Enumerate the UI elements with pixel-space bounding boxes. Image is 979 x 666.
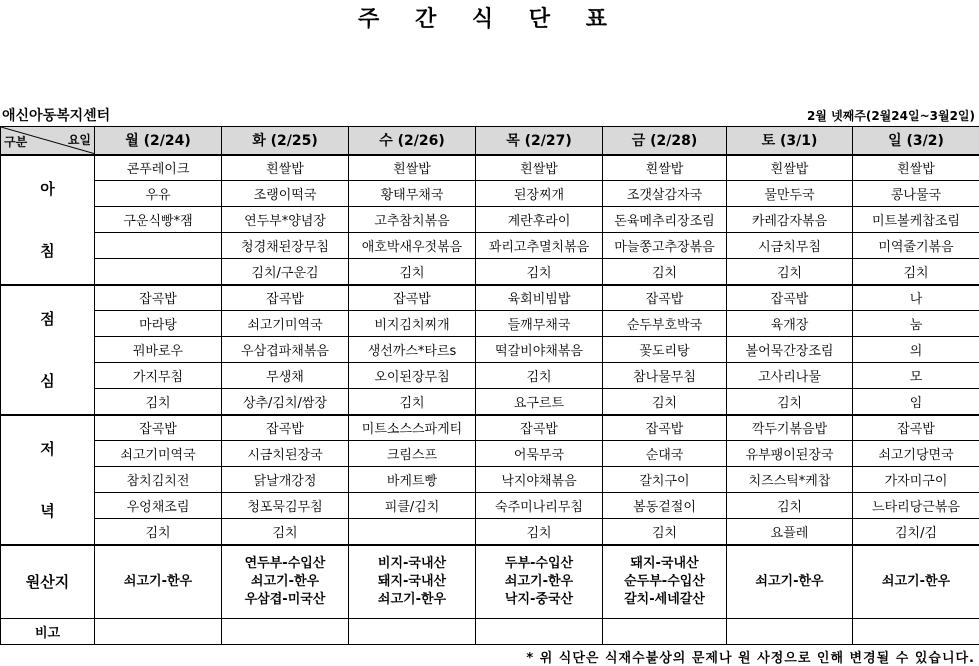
menu-item: 미트소스스파게티: [349, 415, 476, 441]
origin-line: 돼지-국내산: [377, 573, 447, 589]
menu-item: 구운식빵*잼: [95, 207, 222, 233]
menu-item: 잡곡밥: [222, 285, 349, 311]
menu-item: 계란후라이: [476, 207, 603, 233]
day-header: 목 (2/27): [476, 127, 603, 155]
meal-label: [1, 155, 95, 285]
menu-item: 김치: [476, 363, 603, 389]
note-cell: [727, 619, 853, 645]
menu-row: [1, 493, 979, 519]
menu-item: 바게트빵: [349, 467, 476, 493]
menu-item: 가지무침: [95, 363, 222, 389]
menu-item: 김치: [349, 259, 476, 285]
menu-item: 김치: [476, 259, 603, 285]
menu-item: 시금치된장국: [222, 441, 349, 467]
note-row: [1, 619, 979, 645]
menu-item: 김치: [603, 259, 727, 285]
menu-item: 김치: [222, 519, 349, 545]
note-cell: [853, 619, 979, 645]
meal-label: [1, 285, 95, 415]
menu-item: 고사리나물: [727, 363, 853, 389]
menu-item: 무생채: [222, 363, 349, 389]
menu-row: [1, 181, 979, 207]
origin-cell: [603, 545, 727, 619]
note-cell: [603, 619, 727, 645]
menu-item: 피클/김치: [349, 493, 476, 519]
menu-row: [1, 155, 979, 181]
menu-row: [1, 519, 979, 545]
menu-item: 숙주미나리무침: [476, 493, 603, 519]
menu-item: 콩나물국: [853, 181, 979, 207]
menu-item: 흰쌀밥: [727, 155, 853, 181]
menu-row: [1, 467, 979, 493]
corner-label-category: 구분: [4, 134, 28, 149]
menu-item: 모: [853, 363, 979, 389]
origin-row: [1, 545, 979, 619]
menu-item: 잡곡밥: [222, 415, 349, 441]
origin-line: 비지-국내산: [377, 555, 447, 571]
menu-item: 김치: [727, 493, 853, 519]
meal-label: [1, 415, 95, 545]
note-label: 비고: [1, 619, 95, 645]
menu-item: 김치: [853, 259, 979, 285]
origin-line: 두부-수입산: [504, 555, 574, 571]
menu-item: 들깨무채국: [476, 311, 603, 337]
center-name: 애신아동복지센터: [2, 108, 111, 124]
menu-item: 쇠고기미역국: [222, 311, 349, 337]
menu-row: [1, 233, 979, 259]
note-cell: [222, 619, 349, 645]
menu-item: 순두부호박국: [603, 311, 727, 337]
origin-line: 쇠고기-한우: [377, 591, 447, 607]
origin-line: 쇠고기-한우: [250, 573, 320, 589]
menu-item: 김치/김: [853, 519, 979, 545]
header-row: [1, 127, 979, 155]
menu-item: 느타리당근볶음: [853, 493, 979, 519]
origin-line: 돼지-국내산: [630, 555, 699, 571]
menu-item: 낙지야채볶음: [476, 467, 603, 493]
menu-row: [1, 337, 979, 363]
menu-item: [95, 233, 222, 259]
weekly-menu-table: [0, 126, 979, 645]
origin-cell: [476, 545, 603, 619]
origin-line: 순두부-수입산: [624, 573, 705, 589]
menu-item: 흰쌀밥: [853, 155, 979, 181]
menu-item: 흰쌀밥: [222, 155, 349, 181]
menu-item: 쇠고기미역국: [95, 441, 222, 467]
menu-item: 콘푸레이크: [95, 155, 222, 181]
menu-item: 시금치무침: [727, 233, 853, 259]
menu-item: 임: [853, 389, 979, 415]
origin-cell: [222, 545, 349, 619]
menu-item: 잡곡밥: [95, 415, 222, 441]
corner-cell: [1, 127, 95, 155]
note-cell: [349, 619, 476, 645]
origin-cell: [727, 545, 853, 619]
menu-item: 참치김치전: [95, 467, 222, 493]
menu-item: 상추/김치/쌈장: [222, 389, 349, 415]
menu-row: [1, 389, 979, 415]
origin-line: 낙지-중국산: [504, 591, 574, 607]
menu-item: [95, 259, 222, 285]
corner-label-day: 요일: [67, 133, 91, 147]
origin-label: 원산지: [1, 545, 95, 619]
menu-item: 김치: [603, 389, 727, 415]
day-header: 토 (3/1): [727, 127, 853, 155]
menu-item: 의: [853, 337, 979, 363]
menu-item: 잡곡밥: [95, 285, 222, 311]
menu-item: 우삼겹파채볶음: [222, 337, 349, 363]
menu-row: [1, 311, 979, 337]
day-header: 수 (2/26): [349, 127, 476, 155]
menu-item: 눔: [853, 311, 979, 337]
menu-item: 돈육메추리장조림: [603, 207, 727, 233]
menu-item: 미역줄기볶음: [853, 233, 979, 259]
menu-item: 생선까스*타르s: [349, 337, 476, 363]
origin-line: 쇠고기-한우: [755, 573, 824, 589]
origin-line: 쇠고기-한우: [504, 573, 574, 589]
meal-label-char: 저: [40, 439, 55, 458]
menu-row: [1, 441, 979, 467]
footnote: * 위 식단은 식재수불상의 문제나 원 사정으로 인해 변경될 수 있습니다.: [526, 651, 975, 666]
menu-item: 잡곡밥: [853, 415, 979, 441]
week-range: 2월 넷째주(2월24일~3월2일): [806, 109, 975, 123]
menu-item: 김치: [476, 519, 603, 545]
meal-label-char: 심: [40, 371, 55, 390]
origin-cell: [349, 545, 476, 619]
origin-cell: [853, 545, 979, 619]
menu-item: 김치: [95, 389, 222, 415]
menu-item: 나: [853, 285, 979, 311]
menu-item: 물만두국: [727, 181, 853, 207]
menu-item: 잡곡밥: [727, 285, 853, 311]
origin-cell: [95, 545, 222, 619]
menu-item: 연두부*양념장: [222, 207, 349, 233]
menu-item: 김치: [349, 389, 476, 415]
menu-item: 김치: [727, 259, 853, 285]
menu-item: 흰쌀밥: [603, 155, 727, 181]
menu-item: 요플레: [727, 519, 853, 545]
menu-item: 김치: [727, 389, 853, 415]
menu-row: [1, 415, 979, 441]
meal-label-char: 아: [40, 179, 55, 198]
menu-item: 황태무채국: [349, 181, 476, 207]
page-title: 주 간 식 단 표: [358, 7, 621, 32]
menu-item: 청포묵김무침: [222, 493, 349, 519]
day-header: 화 (2/25): [222, 127, 349, 155]
menu-item: 어묵무국: [476, 441, 603, 467]
menu-item: 잡곡밥: [349, 285, 476, 311]
day-header: 월 (2/24): [95, 127, 222, 155]
menu-item: [349, 519, 476, 545]
menu-item: 김치: [603, 519, 727, 545]
menu-item: 된장찌개: [476, 181, 603, 207]
menu-row: [1, 259, 979, 285]
menu-item: 김치: [95, 519, 222, 545]
menu-item: 조갯살감자국: [603, 181, 727, 207]
origin-line: 연두부-수입산: [244, 555, 326, 571]
origin-line: 쇠고기-한우: [123, 573, 193, 589]
origin-line: 쇠고기-한우: [881, 573, 951, 589]
day-header: 금 (2/28): [603, 127, 727, 155]
menu-row: [1, 285, 979, 311]
menu-item: 요구르트: [476, 389, 603, 415]
menu-item: 꿔바로우: [95, 337, 222, 363]
menu-item: 잡곡밥: [476, 415, 603, 441]
menu-row: [1, 207, 979, 233]
menu-item: 비지김치찌개: [349, 311, 476, 337]
menu-item: 마늘쫑고추장볶음: [603, 233, 727, 259]
menu-item: 고추참치볶음: [349, 207, 476, 233]
meal-label-char: 점: [40, 309, 55, 328]
menu-item: 잡곡밥: [603, 285, 727, 311]
menu-item: 갈치구이: [603, 467, 727, 493]
menu-item: 카레감자볶음: [727, 207, 853, 233]
menu-item: 우엉채조림: [95, 493, 222, 519]
menu-item: 가자미구이: [853, 467, 979, 493]
menu-item: 흰쌀밥: [476, 155, 603, 181]
meal-label-char: 침: [40, 241, 55, 260]
menu-item: 육개장: [727, 311, 853, 337]
menu-item: 흰쌀밥: [349, 155, 476, 181]
menu-item: 육회비빔밥: [476, 285, 603, 311]
menu-item: 애호박새우젓볶음: [349, 233, 476, 259]
meal-label-char: 녁: [40, 501, 55, 520]
origin-line: 갈치-세네갈산: [624, 591, 705, 607]
menu-item: 깍두기볶음밥: [727, 415, 853, 441]
menu-item: 청경채된장무침: [222, 233, 349, 259]
menu-item: 치즈스틱*케찹: [727, 467, 853, 493]
day-header: 일 (3/2): [853, 127, 979, 155]
menu-item: 미트볼케찹조림: [853, 207, 979, 233]
menu-item: 쇠고기당면국: [853, 441, 979, 467]
note-cell: [476, 619, 603, 645]
menu-item: 순대국: [603, 441, 727, 467]
menu-item: 오이된장무침: [349, 363, 476, 389]
menu-item: 우유: [95, 181, 222, 207]
menu-item: 마라탕: [95, 311, 222, 337]
origin-line: 우삼겹-미국산: [244, 591, 326, 607]
menu-item: 봄동겉절이: [603, 493, 727, 519]
menu-item: 조랭이떡국: [222, 181, 349, 207]
menu-item: 떡갈비야채볶음: [476, 337, 603, 363]
menu-item: 김치/구운김: [222, 259, 349, 285]
menu-row: [1, 363, 979, 389]
note-cell: [95, 619, 222, 645]
menu-item: 유부팽이된장국: [727, 441, 853, 467]
menu-item: 볼어묵간장조림: [727, 337, 853, 363]
menu-item: 잡곡밥: [603, 415, 727, 441]
menu-item: 참나물무침: [603, 363, 727, 389]
menu-item: 크림스프: [349, 441, 476, 467]
menu-item: 꽈리고추멸치볶음: [476, 233, 603, 259]
menu-item: 닭날개강정: [222, 467, 349, 493]
menu-item: 꽃도리탕: [603, 337, 727, 363]
